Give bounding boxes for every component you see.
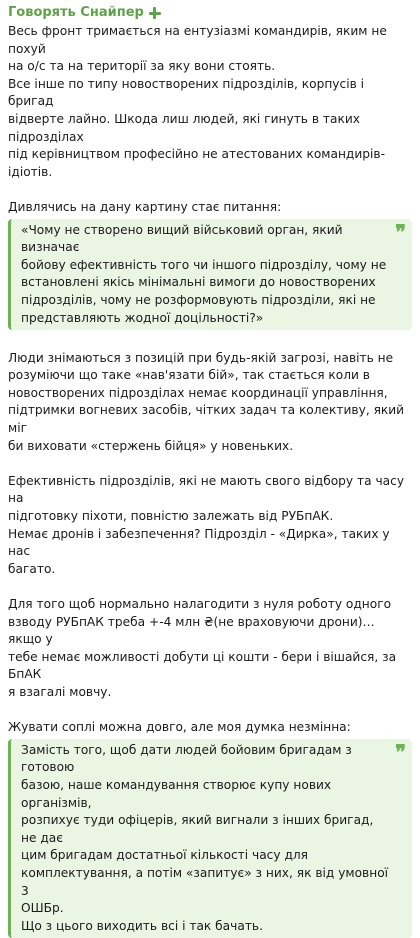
spacer	[8, 455, 412, 473]
blockquote-2-text: Замість того, щоб дати людей бойовим бригадам з готовою базою, наше командування створює купу нових організмів, розпихує туди офіцерів, який вигнали з інших бригад, не дає цим бригадам достатньої кількості часу для комплектування, а потім «запитує» з них, як від умовної 3 ОШБр. Що з цього виходить всі і так бачать.	[21, 742, 389, 933]
spacer	[8, 332, 412, 350]
paragraph-3: Люди знімаються з позицій при будь-якій загрозі, навіть не розуміючи що таке «нав'язати бій», так стається коли в новостворених підрозділах немає координації управління, підтримки вогневих засобів, чітких задач та колективу, який міг би виховати «стержень бійця» у новеньких.	[8, 350, 405, 453]
spacer	[8, 702, 412, 720]
message-header	[8, 3, 412, 23]
paragraph-6: Жувати соплі можна довго, але моя думка незмінна:	[8, 720, 351, 735]
blockquote-1	[8, 219, 412, 331]
paragraph-1: Весь фронт тримається на ентузіазмі командирів, яким не похуй на о/с та на території за яку вони стоять. Все інше по типу новостворених підрозділів, корпусів і бригад відверте лайно. Шкода лиш людей, які гинуть в таких підрозділах під керівництвом професійно не атестованих командирів-ідіотів.	[8, 24, 387, 179]
quote-icon: ❞	[395, 739, 406, 764]
channel-name[interactable]: Говорять Снайпер	[8, 5, 144, 21]
paragraph-5: Для того щоб нормально налагодити з нуля роботу одного взводу РУБпАК треба +-4 млн ₴(не враховуючи дрони)… якщо у тебе немає можливості добути ці кошти - бери і вішайся, за БпАК я взагалі мовчу.	[8, 597, 397, 699]
spacer	[8, 181, 412, 199]
quote-icon: ❞	[395, 219, 406, 244]
spacer	[8, 578, 412, 596]
plus-icon	[149, 7, 161, 19]
paragraph-2: Дивлячись на дану картину стає питання:	[8, 199, 282, 214]
paragraph-4: Ефективність підрозділів, які не мають свого відбору та часу на підготовку піхоти, повністю залежать від РУБпАК. Немає дронів і забезпечення? Підрозділ - «Дирка», таких у нас багато.	[8, 473, 405, 576]
blockquote-1-text: «Чому не створено вищий військовий орган, який визначає бойову ефективність того чи іншого підрозділу, чому не встановлені якісь мінімальні вимоги до новостворених підрозділів, чому не розформовують підрозділи, які не представляють жодної доцільності?»	[21, 222, 387, 325]
blockquote-2	[8, 739, 412, 938]
